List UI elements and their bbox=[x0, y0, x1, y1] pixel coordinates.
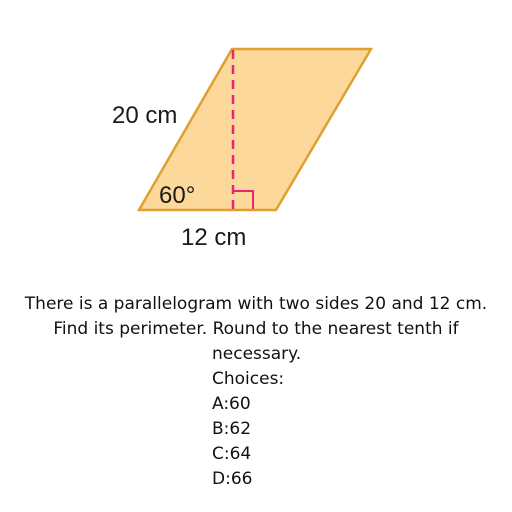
choice-d: D:66 bbox=[212, 469, 253, 489]
question-line-1: There is a parallelogram with two sides 20 and 12 cm. bbox=[24, 294, 488, 314]
question-text bbox=[0, 292, 512, 492]
side-length-label: 20 cm bbox=[112, 102, 178, 129]
base-length-label: 12 cm bbox=[181, 224, 247, 251]
choice-c: C:64 bbox=[212, 444, 252, 464]
question-line-2: Find its perimeter. Round to the nearest tenth if bbox=[53, 319, 459, 339]
question-left-block bbox=[0, 342, 512, 492]
choice-a: A:60 bbox=[212, 394, 251, 414]
choice-b: B:62 bbox=[212, 419, 252, 439]
choices-heading: Choices: bbox=[212, 369, 285, 389]
question-line-3: necessary. bbox=[212, 344, 302, 364]
angle-label: 60° bbox=[159, 182, 196, 209]
